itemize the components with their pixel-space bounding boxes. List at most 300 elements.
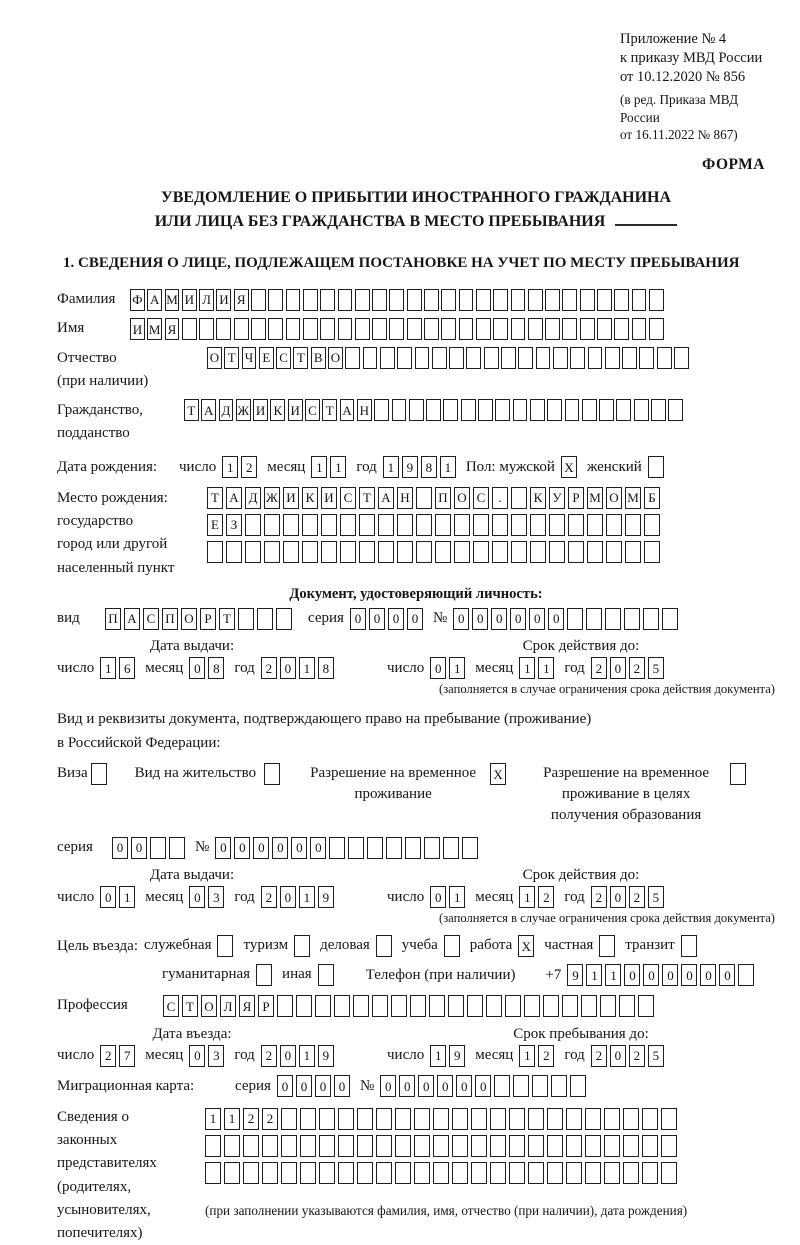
cell: 0 xyxy=(475,1075,491,1097)
cell: К xyxy=(530,487,546,509)
cell: О xyxy=(606,487,622,509)
cell xyxy=(376,935,392,957)
cell xyxy=(501,347,516,369)
cell xyxy=(643,608,659,630)
issue-day-cells[interactable] xyxy=(100,886,135,908)
cell: 1 xyxy=(222,456,238,478)
appendix-header xyxy=(620,30,775,144)
purpose-business-checkbox[interactable] xyxy=(376,935,392,957)
cell xyxy=(424,318,439,340)
cell: 1 xyxy=(586,964,602,986)
cell: Т xyxy=(219,608,235,630)
cell xyxy=(268,289,283,311)
cell: 1 xyxy=(311,456,327,478)
birthplace-label-line: город или другой xyxy=(57,536,168,553)
cell xyxy=(614,289,629,311)
cell xyxy=(476,318,491,340)
cell xyxy=(459,318,474,340)
cell xyxy=(471,1135,487,1157)
cell xyxy=(580,318,595,340)
cell: 2 xyxy=(629,886,645,908)
title-underline xyxy=(615,210,677,226)
cell xyxy=(565,399,580,421)
cell: 5 xyxy=(648,886,664,908)
cell xyxy=(530,541,546,563)
cell xyxy=(511,541,527,563)
temp-residence-option xyxy=(304,763,506,805)
doc-kind-cells[interactable] xyxy=(105,608,292,630)
stay-until-title: Срок пребывания до: xyxy=(513,1025,649,1042)
cell xyxy=(318,964,334,986)
cell: 0 xyxy=(189,886,205,908)
cell: 1 xyxy=(519,886,535,908)
residence-permit-checkbox[interactable] xyxy=(264,763,280,785)
day-label: число xyxy=(179,458,217,475)
appendix-edit-line: от 16.11.2022 № 867) xyxy=(620,127,738,143)
cell: Т xyxy=(359,487,375,509)
entry-year-cells[interactable] xyxy=(261,1045,334,1067)
cell: 5 xyxy=(648,657,664,679)
cell: П xyxy=(162,608,178,630)
cell xyxy=(363,347,378,369)
cell xyxy=(302,514,318,536)
residence-doc-intro-line2: в Российской Федерации: xyxy=(57,735,221,752)
cell xyxy=(467,995,483,1017)
cell xyxy=(511,487,527,509)
migration-number-cells[interactable] xyxy=(380,1075,586,1097)
cell xyxy=(644,541,660,563)
cell xyxy=(319,1162,335,1184)
cell: Ф xyxy=(130,289,145,311)
cell: 9 xyxy=(449,1045,465,1067)
day-label: число xyxy=(57,888,95,905)
cell: 0 xyxy=(548,608,564,630)
cell: 8 xyxy=(208,657,224,679)
doc-number-cells[interactable] xyxy=(453,608,678,630)
cell xyxy=(256,964,272,986)
cell xyxy=(528,1135,544,1157)
residence-doc-dates xyxy=(57,867,775,926)
cell xyxy=(492,514,508,536)
cell xyxy=(494,1075,510,1097)
sex-female-checkbox[interactable] xyxy=(648,456,664,478)
cell: 0 xyxy=(610,1045,626,1067)
cell: А xyxy=(378,487,394,509)
cell xyxy=(416,514,432,536)
cell xyxy=(182,318,197,340)
cell xyxy=(490,1135,506,1157)
cell xyxy=(426,399,441,421)
cell xyxy=(338,1108,354,1130)
entry-month-cells[interactable] xyxy=(189,1045,224,1067)
givenname-label: Имя xyxy=(57,320,85,337)
valid-until-title: Срок действия до: xyxy=(522,867,640,884)
cell: 3 xyxy=(208,1045,224,1067)
cell: Е xyxy=(259,347,274,369)
month-label: месяц xyxy=(475,888,514,905)
validity-note: (заполняется в случае ограничения срока действия документа) xyxy=(439,911,775,926)
cell xyxy=(435,514,451,536)
cell xyxy=(226,541,242,563)
cell xyxy=(268,318,283,340)
cell xyxy=(566,1135,582,1157)
residence-series-cells[interactable] xyxy=(112,837,185,859)
cell xyxy=(452,1108,468,1130)
purpose-humanitarian-checkbox[interactable] xyxy=(256,964,272,986)
day-label: число xyxy=(57,659,95,676)
visa-label: Виза xyxy=(57,765,88,782)
visit-purpose-row xyxy=(57,935,775,957)
cell: 0 xyxy=(189,1045,205,1067)
cell xyxy=(545,289,560,311)
cell: 2 xyxy=(538,1045,554,1067)
migration-card-row xyxy=(57,1075,775,1098)
cell: 0 xyxy=(719,964,735,986)
cell xyxy=(738,964,754,986)
cell xyxy=(566,1108,582,1130)
cell xyxy=(320,318,335,340)
cell: . xyxy=(492,487,508,509)
surname-cells[interactable] xyxy=(130,289,664,311)
cell xyxy=(205,1135,221,1157)
valid-year-cells[interactable] xyxy=(591,886,664,908)
cell: 2 xyxy=(241,456,257,478)
cell: 8 xyxy=(421,456,437,478)
cell xyxy=(513,399,528,421)
cell: 2 xyxy=(591,886,607,908)
day-label: число xyxy=(57,1047,95,1064)
cell xyxy=(397,347,412,369)
cell xyxy=(486,995,502,1017)
cell xyxy=(644,514,660,536)
cell xyxy=(623,1135,639,1157)
cell xyxy=(473,514,489,536)
cell xyxy=(581,995,597,1017)
cell: М xyxy=(587,487,603,509)
cell xyxy=(357,1108,373,1130)
cell: 0 xyxy=(388,608,404,630)
cell xyxy=(580,289,595,311)
entry-dates xyxy=(57,1026,775,1067)
birth-year-cells[interactable] xyxy=(383,456,456,478)
cell xyxy=(372,289,387,311)
valid-month-cells[interactable] xyxy=(519,886,554,908)
valid-year-cells[interactable] xyxy=(591,657,664,679)
purpose-official: служебная xyxy=(144,935,234,957)
cell xyxy=(409,399,424,421)
day-label: число xyxy=(387,888,425,905)
patronymic-sublabel: (при наличии) xyxy=(57,372,149,389)
purpose-transit: транзит xyxy=(625,935,696,957)
entry-day-cells[interactable] xyxy=(100,1045,135,1067)
cell xyxy=(319,1108,335,1130)
cell: Д xyxy=(245,487,261,509)
cell xyxy=(224,1162,240,1184)
purpose-work-checkbox[interactable] xyxy=(518,935,534,957)
cell: И xyxy=(288,399,303,421)
cell xyxy=(357,1135,373,1157)
cell xyxy=(389,318,404,340)
cell xyxy=(378,541,394,563)
migration-series-cells[interactable] xyxy=(277,1075,350,1097)
cell xyxy=(441,318,456,340)
cell xyxy=(452,1135,468,1157)
cell: X xyxy=(518,935,534,957)
cell: Т xyxy=(224,347,239,369)
representatives-cells-row1[interactable] xyxy=(205,1108,687,1130)
temp-residence-edu-checkbox[interactable] xyxy=(730,763,746,785)
birth-day-cells[interactable] xyxy=(222,456,257,478)
cell xyxy=(543,995,559,1017)
cell xyxy=(509,1108,525,1130)
representatives-cells-row2[interactable] xyxy=(205,1135,687,1157)
surname-label: Фамилия xyxy=(57,291,116,308)
cell xyxy=(262,1135,278,1157)
cell: 2 xyxy=(261,886,277,908)
residence-permit-label: Вид на жительство xyxy=(134,765,257,782)
cell xyxy=(367,837,383,859)
cell xyxy=(414,1162,430,1184)
cell: 8 xyxy=(318,657,334,679)
purpose-other: иная xyxy=(282,964,334,986)
cell: 1 xyxy=(383,456,399,478)
cell xyxy=(216,318,231,340)
issue-month-cells[interactable] xyxy=(189,657,224,679)
cell xyxy=(452,1162,468,1184)
cell: О xyxy=(454,487,470,509)
purpose-private-checkbox[interactable] xyxy=(599,935,615,957)
cell: 0 xyxy=(215,837,231,859)
year-label: год xyxy=(356,458,377,475)
cell xyxy=(530,399,545,421)
cell: И xyxy=(182,289,197,311)
doc-series-label: серия xyxy=(308,610,344,627)
patronymic-cells[interactable] xyxy=(207,347,689,369)
temp-residence-label: Разрешение на временное проживание xyxy=(310,765,477,803)
cell xyxy=(642,1162,658,1184)
cell xyxy=(651,399,666,421)
cell: 0 xyxy=(700,964,716,986)
valid-month-cells[interactable] xyxy=(519,657,554,679)
representatives-label: Сведения о xyxy=(57,1108,129,1125)
day-label: число xyxy=(387,1047,425,1064)
cell: 0 xyxy=(662,964,678,986)
purpose-humanitarian: гуманитарная xyxy=(162,964,272,986)
cell: 1 xyxy=(605,964,621,986)
temp-residence-edu-option xyxy=(530,763,746,826)
birth-month-cells[interactable] xyxy=(311,456,346,478)
cell xyxy=(466,347,481,369)
valid-day-cells[interactable] xyxy=(430,886,465,908)
cell xyxy=(294,935,310,957)
cell: X xyxy=(561,456,577,478)
cell xyxy=(604,1162,620,1184)
cell xyxy=(642,1108,658,1130)
cell: 1 xyxy=(449,886,465,908)
cell xyxy=(639,347,654,369)
cell: 0 xyxy=(291,837,307,859)
stay-year-cells[interactable] xyxy=(591,1045,664,1067)
cell xyxy=(551,1075,567,1097)
givenname-cells[interactable] xyxy=(130,318,664,340)
visa-checkbox[interactable] xyxy=(91,763,107,785)
cell xyxy=(407,318,422,340)
cell xyxy=(359,514,375,536)
cell: 2 xyxy=(261,657,277,679)
cell: 2 xyxy=(629,657,645,679)
year-label: год xyxy=(234,888,255,905)
surname-row xyxy=(57,288,775,311)
cell xyxy=(585,1108,601,1130)
cell xyxy=(549,514,565,536)
representatives-cells-row3[interactable] xyxy=(205,1162,687,1184)
cell xyxy=(205,1162,221,1184)
purpose-study-checkbox[interactable] xyxy=(444,935,460,957)
cell: 0 xyxy=(131,837,147,859)
purpose-transit-checkbox[interactable] xyxy=(681,935,697,957)
phone-cells[interactable] xyxy=(567,964,754,986)
purpose-tourism-checkbox[interactable] xyxy=(294,935,310,957)
cell: 0 xyxy=(369,608,385,630)
sex-male-checkbox[interactable] xyxy=(561,456,577,478)
issue-day-cells[interactable] xyxy=(100,657,135,679)
cell xyxy=(199,318,214,340)
purpose-private: частная xyxy=(544,935,615,957)
cell: С xyxy=(305,399,320,421)
issue-month-cells[interactable] xyxy=(189,886,224,908)
patronymic-row xyxy=(57,347,775,394)
cell: 1 xyxy=(519,1045,535,1067)
stay-month-cells[interactable] xyxy=(519,1045,554,1067)
birthplace-label-line: государство xyxy=(57,513,134,530)
cell: Я xyxy=(239,995,255,1017)
cell xyxy=(642,1135,658,1157)
cell: 2 xyxy=(261,1045,277,1067)
cell xyxy=(649,318,664,340)
cell: 0 xyxy=(491,608,507,630)
cell xyxy=(320,289,335,311)
cell xyxy=(547,1108,563,1130)
cell: К xyxy=(270,399,285,421)
cell xyxy=(262,1162,278,1184)
cell: А xyxy=(201,399,216,421)
birthplace-cells-row2[interactable] xyxy=(207,514,660,536)
cell xyxy=(511,514,527,536)
cell: Я xyxy=(165,318,180,340)
cell: К xyxy=(302,487,318,509)
identity-doc-dates xyxy=(57,638,775,697)
temp-residence-edu-label: Разрешение на временное проживание в целях получения образования xyxy=(543,765,710,824)
cell xyxy=(505,995,521,1017)
cell: 0 xyxy=(456,1075,472,1097)
stay-day-cells[interactable] xyxy=(430,1045,465,1067)
cell xyxy=(599,399,614,421)
cell xyxy=(300,1135,316,1157)
cell xyxy=(302,541,318,563)
purpose-other-checkbox[interactable] xyxy=(318,964,334,986)
cell xyxy=(471,1108,487,1130)
cell xyxy=(625,514,641,536)
year-label: год xyxy=(234,1047,255,1064)
temp-residence-checkbox[interactable] xyxy=(490,763,506,785)
cell xyxy=(441,289,456,311)
representatives-note: (при заполнении указываются фамилия, имя, отчество (при наличии), дата рождения) xyxy=(205,1202,688,1218)
valid-day-cells[interactable] xyxy=(430,657,465,679)
doc-series-cells[interactable] xyxy=(350,608,423,630)
cell xyxy=(484,347,499,369)
cell xyxy=(386,837,402,859)
cell: О xyxy=(181,608,197,630)
citizenship-label: Гражданство, xyxy=(57,402,144,419)
identity-doc-row xyxy=(57,607,775,630)
cell xyxy=(286,318,301,340)
residence-number-cells[interactable] xyxy=(215,837,478,859)
cell xyxy=(405,837,421,859)
birthplace-row xyxy=(57,487,775,580)
cell xyxy=(300,1108,316,1130)
cell xyxy=(570,1075,586,1097)
cell: Т xyxy=(293,347,308,369)
cell xyxy=(471,1162,487,1184)
citizenship-cells[interactable] xyxy=(184,399,683,421)
cell: О xyxy=(207,347,222,369)
cell: А xyxy=(124,608,140,630)
cell: 7 xyxy=(119,1045,135,1067)
cell: С xyxy=(163,995,179,1017)
cell: 1 xyxy=(449,657,465,679)
cell: 2 xyxy=(591,1045,607,1067)
cell: 3 xyxy=(208,886,224,908)
cell: И xyxy=(216,289,231,311)
visit-purpose-row2 xyxy=(162,964,775,986)
page-title xyxy=(57,186,775,236)
cell: 1 xyxy=(299,657,315,679)
cell xyxy=(547,1162,563,1184)
cell xyxy=(243,1135,259,1157)
cell xyxy=(549,541,565,563)
birthplace-cells-row1[interactable] xyxy=(207,487,660,509)
cell xyxy=(567,608,583,630)
cell xyxy=(528,1162,544,1184)
issue-year-cells[interactable] xyxy=(261,886,334,908)
birthplace-cells-row3[interactable] xyxy=(207,541,660,563)
cell xyxy=(604,1108,620,1130)
cell: 0 xyxy=(437,1075,453,1097)
cell: 6 xyxy=(119,657,135,679)
cell: 0 xyxy=(418,1075,434,1097)
cell xyxy=(495,399,510,421)
cell xyxy=(414,1108,430,1130)
cell xyxy=(281,1135,297,1157)
cell xyxy=(321,514,337,536)
residence-doc-intro xyxy=(57,707,775,755)
cell: А xyxy=(226,487,242,509)
cell xyxy=(238,608,254,630)
issue-year-cells[interactable] xyxy=(261,657,334,679)
cell xyxy=(648,456,664,478)
migration-card-label: Миграционная карта: xyxy=(57,1077,195,1094)
cell xyxy=(169,837,185,859)
cell xyxy=(407,289,422,311)
profession-cells[interactable] xyxy=(163,995,654,1017)
cell xyxy=(217,935,233,957)
purpose-official-checkbox[interactable] xyxy=(217,935,233,957)
cell xyxy=(234,318,249,340)
cell: 1 xyxy=(538,657,554,679)
cell xyxy=(296,995,312,1017)
cell: 1 xyxy=(430,1045,446,1067)
cell: 1 xyxy=(224,1108,240,1130)
